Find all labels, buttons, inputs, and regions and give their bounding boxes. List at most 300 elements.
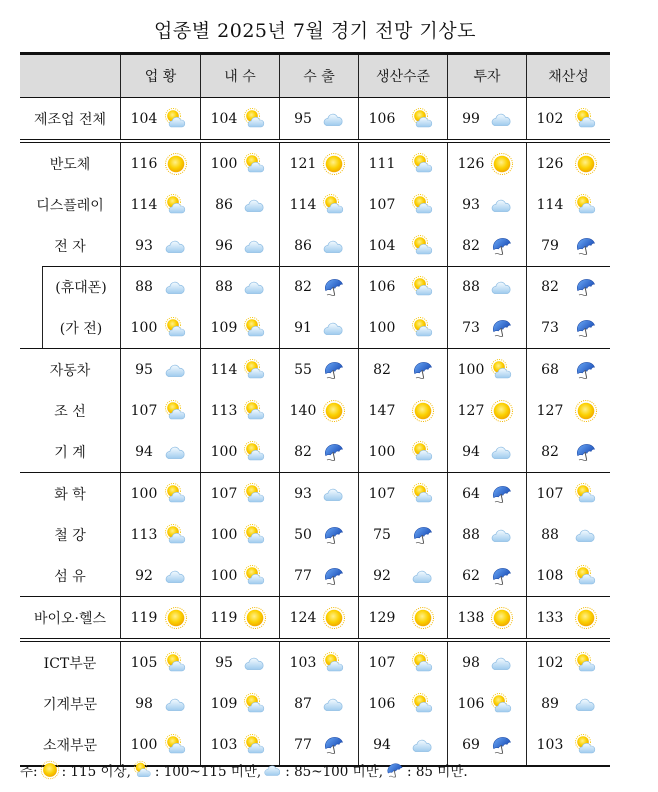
table-row-textile — [20, 555, 610, 596]
value-cell — [358, 597, 447, 638]
value-cell — [358, 307, 447, 348]
umbrella-icon — [322, 358, 346, 382]
row-label: (가 전) — [59, 320, 103, 337]
value-cell — [447, 225, 526, 266]
value-cell — [120, 642, 200, 683]
sun-cloud-icon — [411, 107, 435, 131]
sun-icon — [574, 606, 598, 630]
value-cell — [200, 431, 279, 472]
table-row-total — [20, 98, 610, 139]
value-cell — [447, 390, 526, 431]
index-value: 103 — [210, 736, 238, 753]
index-value: 93 — [294, 485, 312, 502]
index-value: 77 — [294, 736, 312, 753]
index-value: 126 — [457, 155, 485, 172]
value-cell — [447, 514, 526, 555]
value-cell — [526, 225, 610, 266]
index-value: 96 — [215, 237, 233, 254]
umbrella-icon — [574, 234, 598, 258]
value-cell — [279, 349, 358, 390]
index-value: 106 — [368, 110, 396, 127]
value-cell — [279, 143, 358, 184]
value-cell — [526, 724, 610, 765]
sun-icon — [411, 606, 435, 630]
legend-sun-cloud-text: : 100~115 미만, — [154, 764, 262, 780]
table-row-display — [20, 184, 610, 225]
value-cell — [526, 390, 610, 431]
table-row-appliance — [20, 307, 610, 348]
index-value: 86 — [294, 237, 312, 254]
cloud-icon — [490, 651, 514, 675]
umbrella-icon — [385, 760, 405, 780]
sun-cloud-icon — [243, 358, 267, 382]
index-value: 99 — [462, 110, 480, 127]
cloud-icon — [322, 692, 346, 716]
value-cell — [120, 555, 200, 596]
value-cell — [200, 555, 279, 596]
index-value: 82 — [541, 278, 559, 295]
value-cell — [120, 225, 200, 266]
value-cell — [526, 555, 610, 596]
value-cell — [279, 555, 358, 596]
sun-cloud-icon — [243, 107, 267, 131]
value-cell — [358, 349, 447, 390]
umbrella-icon — [411, 358, 435, 382]
sun-cloud-icon — [243, 440, 267, 464]
index-value: 100 — [368, 443, 396, 460]
umbrella-icon — [490, 733, 514, 757]
cloud-icon — [574, 523, 598, 547]
sun-cloud-icon — [243, 733, 267, 757]
umbrella-icon — [322, 564, 346, 588]
sun-icon — [322, 399, 346, 423]
value-cell — [120, 514, 200, 555]
sun-cloud-icon — [411, 651, 435, 675]
sun-cloud-icon — [164, 107, 188, 131]
index-value: 100 — [457, 361, 485, 378]
value-cell — [358, 184, 447, 225]
table-row-ship — [20, 390, 610, 431]
index-value: 100 — [210, 443, 238, 460]
index-value: 64 — [462, 485, 480, 502]
cloud-icon — [490, 193, 514, 217]
row-label: 기 계 — [54, 444, 86, 461]
sun-icon — [322, 606, 346, 630]
row-group — [20, 473, 610, 596]
sun-cloud-icon — [411, 692, 435, 716]
index-value: 107 — [536, 485, 564, 502]
value-cell — [120, 143, 200, 184]
index-value: 113 — [210, 402, 238, 419]
umbrella-icon — [322, 275, 346, 299]
sun-icon — [164, 606, 188, 630]
header-row — [20, 52, 610, 98]
row-label: 철 강 — [54, 527, 86, 544]
umbrella-icon — [490, 316, 514, 340]
value-cell — [200, 683, 279, 724]
value-cell — [200, 724, 279, 765]
value-cell — [526, 642, 610, 683]
row-label: 소재부문 — [42, 737, 98, 754]
index-value: 106 — [368, 695, 396, 712]
index-value: 95 — [294, 110, 312, 127]
value-cell — [526, 431, 610, 472]
index-value: 100 — [210, 567, 238, 584]
index-value: 95 — [215, 654, 233, 671]
row-label: 제조업 전체 — [33, 111, 107, 128]
index-value: 98 — [135, 695, 153, 712]
index-value: 147 — [368, 402, 396, 419]
value-cell — [279, 98, 358, 139]
index-value: 62 — [462, 567, 480, 584]
cloud-icon — [322, 107, 346, 131]
index-value: 100 — [130, 319, 158, 336]
value-cell — [358, 683, 447, 724]
sun-cloud-icon — [164, 651, 188, 675]
column-header: 업 황 — [120, 55, 200, 97]
sun-cloud-icon — [574, 564, 598, 588]
index-value: 127 — [536, 402, 564, 419]
index-value: 92 — [135, 567, 153, 584]
index-value: 107 — [368, 485, 396, 502]
index-value: 88 — [462, 526, 480, 543]
value-cell — [120, 431, 200, 472]
sun-cloud-icon — [574, 193, 598, 217]
index-value: 113 — [130, 526, 158, 543]
row-label: 조 선 — [54, 403, 86, 420]
value-cell — [200, 225, 279, 266]
index-value: 94 — [373, 736, 391, 753]
row-group — [20, 642, 610, 765]
row-group — [20, 349, 610, 472]
value-cell — [279, 473, 358, 514]
value-cell — [120, 597, 200, 638]
index-value: 86 — [215, 196, 233, 213]
index-value: 129 — [368, 609, 396, 626]
row-label: ICT부문 — [43, 655, 97, 672]
value-cell — [200, 349, 279, 390]
index-value: 68 — [541, 361, 559, 378]
sun-cloud-icon — [164, 523, 188, 547]
index-value: 102 — [536, 110, 564, 127]
value-cell — [279, 597, 358, 638]
row-label: 화 학 — [54, 486, 86, 503]
table-row-phone — [20, 266, 610, 307]
sun-cloud-icon — [164, 733, 188, 757]
value-cell — [120, 349, 200, 390]
cloud-icon — [243, 193, 267, 217]
value-cell — [358, 473, 447, 514]
sun-icon — [164, 152, 188, 176]
value-cell — [200, 642, 279, 683]
value-cell — [358, 225, 447, 266]
value-cell — [279, 307, 358, 348]
value-cell — [526, 98, 610, 139]
umbrella-icon — [490, 234, 514, 258]
table-row-auto — [20, 349, 610, 390]
subgroup — [20, 266, 610, 348]
index-value: 88 — [541, 526, 559, 543]
index-value: 50 — [294, 526, 312, 543]
cloud-icon — [164, 234, 188, 258]
index-value: 104 — [368, 237, 396, 254]
legend-umbrella-text: : 85 미만. — [407, 764, 468, 780]
index-value: 69 — [462, 736, 480, 753]
sun-cloud-icon — [490, 358, 514, 382]
value-cell — [279, 266, 358, 307]
sun-cloud-icon — [411, 193, 435, 217]
cloud-icon — [322, 234, 346, 258]
index-value: 106 — [457, 695, 485, 712]
value-cell — [200, 143, 279, 184]
value-cell — [200, 514, 279, 555]
column-header: 채산성 — [526, 55, 610, 97]
sun-cloud-icon — [411, 234, 435, 258]
value-cell — [447, 555, 526, 596]
index-value: 88 — [215, 278, 233, 295]
value-cell — [200, 473, 279, 514]
umbrella-icon — [574, 440, 598, 464]
value-cell — [447, 431, 526, 472]
value-cell — [447, 307, 526, 348]
cloud-icon — [411, 564, 435, 588]
forecast-table — [20, 52, 610, 767]
sun-cloud-icon — [164, 193, 188, 217]
umbrella-icon — [574, 358, 598, 382]
row-group — [20, 143, 610, 266]
index-value: 106 — [368, 278, 396, 295]
table-row-chem — [20, 473, 610, 514]
sun-icon — [490, 606, 514, 630]
row-label: 기계부문 — [42, 696, 98, 713]
index-value: 75 — [373, 526, 391, 543]
index-value: 111 — [368, 155, 396, 172]
index-value: 55 — [294, 361, 312, 378]
table-row-material — [20, 724, 610, 765]
cloud-icon — [490, 440, 514, 464]
value-cell — [358, 98, 447, 139]
index-value: 127 — [457, 402, 485, 419]
cloud-icon — [164, 440, 188, 464]
value-cell — [447, 349, 526, 390]
value-cell — [447, 683, 526, 724]
value-cell — [526, 473, 610, 514]
value-cell — [447, 184, 526, 225]
table-row-machine — [20, 431, 610, 472]
index-value: 116 — [130, 155, 158, 172]
index-value: 100 — [210, 155, 238, 172]
table-row-electronics — [20, 225, 610, 266]
index-value: 107 — [210, 485, 238, 502]
index-value: 107 — [130, 402, 158, 419]
sun-cloud-icon — [574, 482, 598, 506]
sun-cloud-icon — [322, 651, 346, 675]
value-cell — [526, 349, 610, 390]
sun-cloud-icon — [411, 482, 435, 506]
value-cell — [447, 473, 526, 514]
sun-cloud-icon — [322, 193, 346, 217]
value-cell — [279, 683, 358, 724]
value-cell — [279, 390, 358, 431]
sun-cloud-icon — [411, 316, 435, 340]
index-value: 82 — [294, 278, 312, 295]
legend-sun-text: : 115 이상, — [61, 764, 131, 780]
index-value: 119 — [210, 609, 238, 626]
value-cell — [120, 683, 200, 724]
cloud-icon — [322, 316, 346, 340]
sun-cloud-icon — [164, 399, 188, 423]
index-value: 98 — [462, 654, 480, 671]
cloud-icon — [411, 733, 435, 757]
index-value: 126 — [536, 155, 564, 172]
value-cell — [200, 307, 279, 348]
table-row-semicon — [20, 143, 610, 184]
row-label: 반도체 — [49, 156, 91, 173]
sun-cloud-icon — [243, 482, 267, 506]
value-cell — [358, 390, 447, 431]
index-value: 92 — [373, 567, 391, 584]
value-cell — [200, 98, 279, 139]
index-value: 104 — [210, 110, 238, 127]
value-cell — [447, 597, 526, 638]
value-cell — [358, 555, 447, 596]
index-value: 73 — [541, 319, 559, 336]
sun-icon — [322, 152, 346, 176]
table-row-ict — [20, 642, 610, 683]
value-cell — [358, 266, 447, 307]
sun-cloud-icon — [411, 275, 435, 299]
value-cell — [120, 724, 200, 765]
column-header: 수 출 — [279, 55, 358, 97]
value-cell — [358, 642, 447, 683]
index-value: 107 — [368, 196, 396, 213]
row-label: 섬 유 — [54, 568, 86, 585]
index-value: 100 — [368, 319, 396, 336]
column-header: 생산수준 — [358, 55, 447, 97]
table-row-bio — [20, 597, 610, 638]
index-value: 124 — [289, 609, 317, 626]
value-cell — [279, 431, 358, 472]
index-value: 79 — [541, 237, 559, 254]
row-label: 전 자 — [54, 238, 86, 255]
cloud-icon — [574, 692, 598, 716]
table-row-mech — [20, 683, 610, 724]
sun-cloud-icon — [574, 107, 598, 131]
sun-cloud-icon — [243, 316, 267, 340]
index-value: 95 — [135, 361, 153, 378]
value-cell — [358, 724, 447, 765]
index-value: 140 — [289, 402, 317, 419]
cloud-icon — [164, 358, 188, 382]
value-cell — [120, 98, 200, 139]
index-value: 114 — [130, 196, 158, 213]
cloud-icon — [243, 234, 267, 258]
umbrella-icon — [574, 275, 598, 299]
index-value: 94 — [135, 443, 153, 460]
index-value: 88 — [135, 278, 153, 295]
value-cell — [526, 597, 610, 638]
row-label: (휴대폰) — [55, 279, 107, 296]
sun-icon — [40, 760, 60, 780]
index-value: 100 — [130, 485, 158, 502]
value-cell — [447, 724, 526, 765]
sun-icon — [490, 399, 514, 423]
cloud-icon — [164, 275, 188, 299]
sun-cloud-icon — [243, 399, 267, 423]
cloud-icon — [164, 692, 188, 716]
sun-icon — [243, 606, 267, 630]
index-value: 133 — [536, 609, 564, 626]
index-value: 100 — [130, 736, 158, 753]
sun-icon — [574, 399, 598, 423]
value-cell — [200, 390, 279, 431]
value-cell — [120, 307, 200, 348]
index-value: 103 — [536, 736, 564, 753]
value-cell — [526, 514, 610, 555]
index-value: 109 — [210, 319, 238, 336]
cloud-icon — [490, 275, 514, 299]
index-value: 104 — [130, 110, 158, 127]
legend-footnote — [20, 760, 468, 780]
value-cell — [447, 143, 526, 184]
row-label: 디스플레이 — [36, 197, 104, 214]
value-cell — [526, 143, 610, 184]
index-value: 121 — [289, 155, 317, 172]
footnote-prefix: 주: — [20, 764, 38, 780]
umbrella-icon — [322, 733, 346, 757]
cloud-icon — [490, 523, 514, 547]
index-value: 93 — [462, 196, 480, 213]
row-label: 자동차 — [49, 362, 91, 379]
value-cell — [200, 266, 279, 307]
row-group — [20, 98, 610, 139]
value-cell — [279, 225, 358, 266]
index-value: 119 — [130, 609, 158, 626]
sun-cloud-icon — [574, 733, 598, 757]
value-cell — [120, 266, 200, 307]
index-value: 114 — [536, 196, 564, 213]
umbrella-icon — [322, 440, 346, 464]
index-value: 91 — [294, 319, 312, 336]
umbrella-icon — [411, 523, 435, 547]
value-cell — [447, 642, 526, 683]
value-cell — [120, 184, 200, 225]
index-value: 105 — [130, 654, 158, 671]
header-corner — [20, 55, 120, 97]
index-value: 94 — [462, 443, 480, 460]
umbrella-icon — [574, 316, 598, 340]
value-cell — [358, 431, 447, 472]
index-value: 93 — [135, 237, 153, 254]
index-value: 89 — [541, 695, 559, 712]
value-cell — [447, 98, 526, 139]
index-value: 109 — [210, 695, 238, 712]
column-header: 투자 — [447, 55, 526, 97]
value-cell — [526, 266, 610, 307]
sun-icon — [490, 152, 514, 176]
sun-cloud-icon — [243, 523, 267, 547]
sun-icon — [411, 399, 435, 423]
value-cell — [120, 390, 200, 431]
index-value: 138 — [457, 609, 485, 626]
index-value: 103 — [289, 654, 317, 671]
sun-cloud-icon — [243, 564, 267, 588]
table-row-steel — [20, 514, 610, 555]
index-value: 88 — [462, 278, 480, 295]
value-cell — [526, 683, 610, 724]
sun-cloud-icon — [133, 760, 153, 780]
index-value: 77 — [294, 567, 312, 584]
